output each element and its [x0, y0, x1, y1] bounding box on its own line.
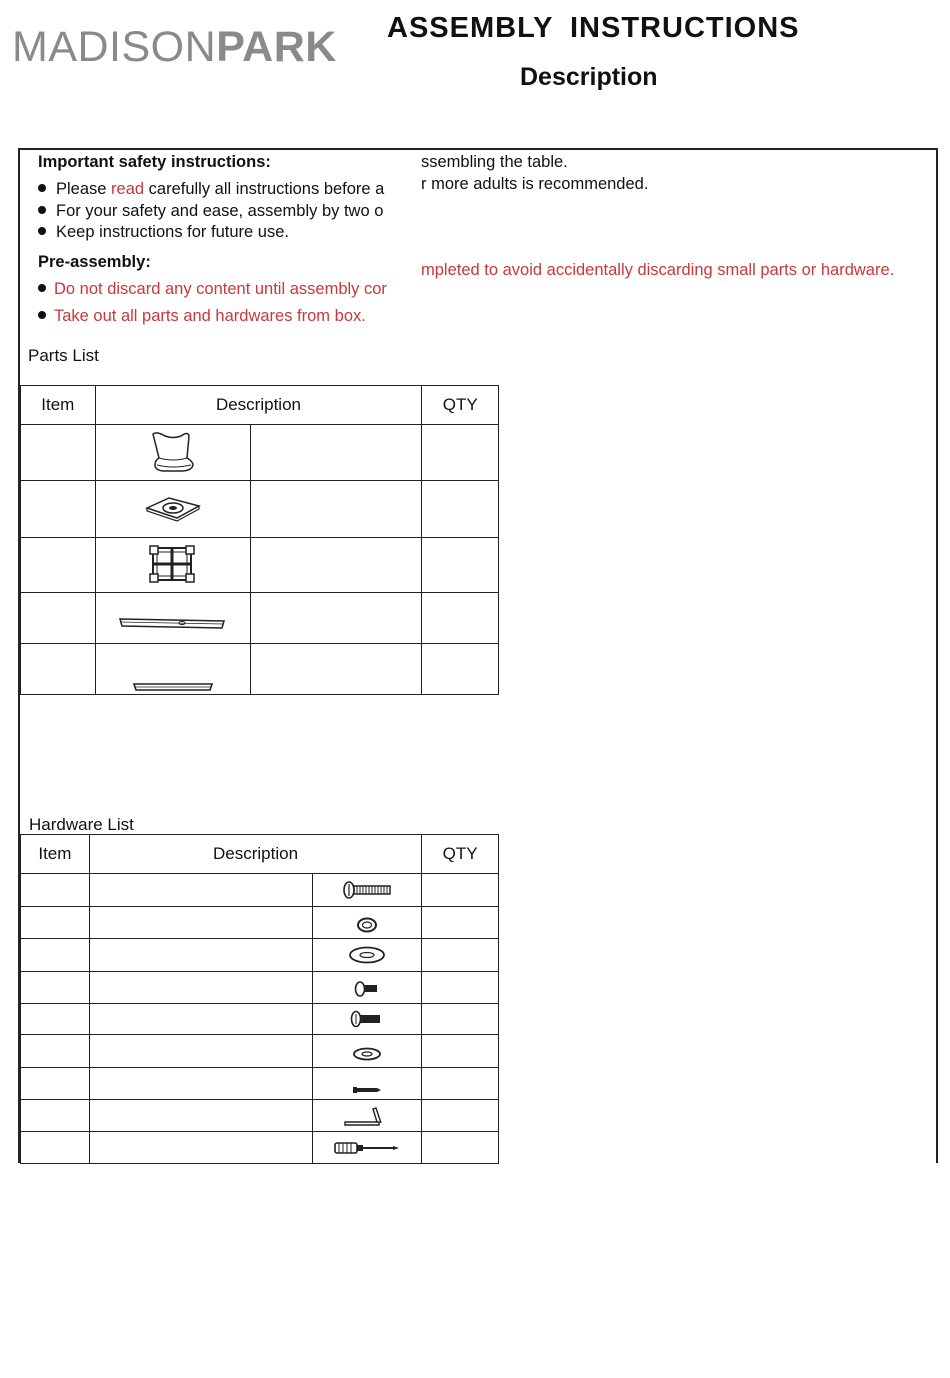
pre-assembly-item-discard: Do not discard any content until assembly cor: [54, 280, 387, 298]
description-cell: [251, 538, 422, 593]
table-row: [21, 1100, 499, 1132]
base-frame-icon: [95, 538, 251, 593]
table-row: [21, 593, 499, 644]
table-row: [21, 538, 499, 593]
item-cell: [21, 1132, 90, 1164]
text-gap: [405, 150, 419, 325]
table-row: [21, 1132, 499, 1164]
description-cell: [251, 644, 422, 695]
table-row: [21, 874, 499, 907]
item-cell: [21, 425, 96, 481]
item-cell: [21, 1035, 90, 1068]
long-bar-icon: [95, 593, 251, 644]
page-subtitle: Description: [520, 63, 658, 91]
item-cell: [21, 593, 96, 644]
item-cell: [21, 538, 96, 593]
safety-heading: Important safety instructions:: [38, 153, 271, 171]
qty-cell: [422, 1035, 499, 1068]
description-cell: [251, 481, 422, 538]
qty-cell: [422, 1004, 499, 1035]
description-cell: [89, 1068, 312, 1100]
table-row: [21, 1068, 499, 1100]
short-bolt-icon: [313, 972, 422, 1004]
parts-header-description: Description: [95, 386, 422, 425]
table-row: [21, 481, 499, 538]
qty-cell: [422, 874, 499, 907]
qty-cell: [422, 425, 499, 481]
description-cell: [89, 939, 312, 972]
safety-overflow-line-1: ssembling the table.: [421, 153, 568, 171]
table-row: [21, 1004, 499, 1035]
hardware-header-row: [21, 835, 499, 874]
description-cell: [251, 593, 422, 644]
hardware-header-item: Item: [21, 835, 90, 874]
safety-item-read: Please read carefully all instructions before a: [56, 180, 385, 198]
qty-cell: [422, 538, 499, 593]
description-cell: [251, 425, 422, 481]
short-bar-icon: [95, 644, 251, 695]
table-row: [21, 972, 499, 1004]
description-cell: [89, 907, 312, 939]
item-cell: [21, 481, 96, 538]
qty-cell: [422, 644, 499, 695]
bullet: [38, 184, 46, 192]
wood-screw-icon: [313, 1068, 422, 1100]
table-row: [21, 939, 499, 972]
item-cell: [21, 907, 90, 939]
description-cell: [89, 1132, 312, 1164]
bullet: [38, 227, 46, 235]
qty-cell: [422, 907, 499, 939]
pre-assembly-item-take-out: Take out all parts and hardwares from box.: [54, 307, 366, 325]
madison-park-logo: MADISONPARK: [12, 23, 337, 71]
table-row: [21, 907, 499, 939]
table-row: [21, 644, 499, 695]
bullet: [38, 284, 46, 292]
item-cell: [21, 939, 90, 972]
parts-header-item: Item: [21, 386, 96, 425]
medium-bolt-icon: [313, 1004, 422, 1035]
item-cell: [21, 972, 90, 1004]
pre-assembly-heading: Pre-assembly:: [38, 253, 151, 271]
qty-cell: [422, 1100, 499, 1132]
parts-header-qty: QTY: [422, 386, 499, 425]
spring-washer-icon: [313, 907, 422, 939]
description-cell: [89, 972, 312, 1004]
parts-list-table: [20, 385, 499, 695]
qty-cell: [422, 1132, 499, 1164]
description-cell: [89, 1100, 312, 1132]
qty-cell: [422, 972, 499, 1004]
small-washer-icon: [313, 1035, 422, 1068]
pre-assembly-overflow: mpleted to avoid accidentally discarding small parts or hardware.: [421, 261, 895, 279]
screwdriver-icon: [313, 1132, 422, 1164]
hardware-list-table: [20, 834, 499, 1164]
safety-overflow-line-2: r more adults is recommended.: [421, 175, 649, 193]
allen-key-icon: [313, 1100, 422, 1132]
item-cell: [21, 1100, 90, 1132]
hardware-header-qty: QTY: [422, 835, 499, 874]
bullet: [38, 206, 46, 214]
safety-item-two-adults: For your safety and ease, assembly by two o: [56, 202, 384, 220]
flat-washer-icon: [313, 939, 422, 972]
item-cell: [21, 644, 96, 695]
qty-cell: [422, 481, 499, 538]
qty-cell: [422, 1068, 499, 1100]
description-cell: [89, 1035, 312, 1068]
hardware-header-description: Description: [89, 835, 421, 874]
page-title: ASSEMBLY INSTRUCTIONS: [387, 12, 800, 44]
table-row: [21, 1035, 499, 1068]
qty-cell: [422, 939, 499, 972]
chair-seat-icon: [95, 425, 251, 481]
long-bolt-icon: [313, 874, 422, 907]
qty-cell: [422, 593, 499, 644]
description-cell: [89, 1004, 312, 1035]
parts-list-title: Parts List: [28, 346, 99, 365]
item-cell: [21, 1004, 90, 1035]
description-cell: [89, 874, 312, 907]
safety-item-keep: Keep instructions for future use.: [56, 223, 289, 241]
hardware-list-title: Hardware List: [29, 815, 134, 834]
swivel-plate-icon: [95, 481, 251, 538]
parts-header-row: [21, 386, 499, 425]
item-cell: [21, 1068, 90, 1100]
table-row: [21, 425, 499, 481]
bullet: [38, 311, 46, 319]
item-cell: [21, 874, 90, 907]
